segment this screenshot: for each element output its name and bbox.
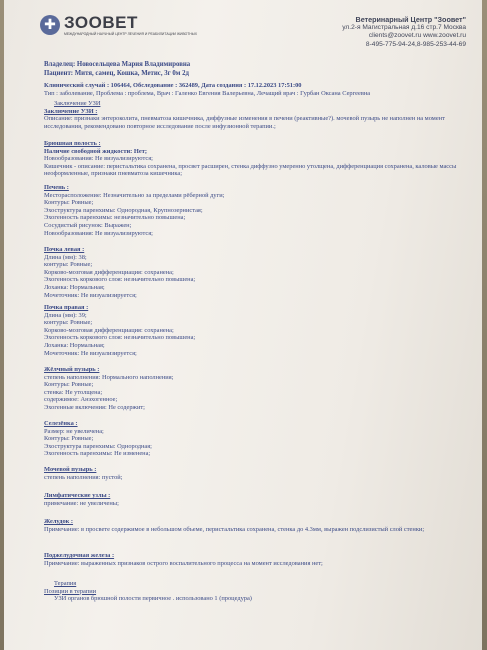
clinic-phones: 8-495-775-94-24,8-985-253-44-69 [365, 40, 466, 48]
patient-line: Пациент: Митя, самец, Кошка, Метис, 3г 0м 2д [44, 70, 189, 77]
cross-heart-icon: ✚ [40, 15, 60, 35]
spleen-line-3: Эхоструктура паренхимы: Однородная; [44, 442, 152, 450]
gallbladder-line-3: стенка: Не утолщена; [44, 388, 103, 396]
kidney-left-line-5: Лоханка: Нормальная; [44, 283, 105, 291]
liver-line-5: Сосудистый рисунок: Выражен; [44, 221, 132, 229]
abdomen-line-1: Наличие свободной жидкости: Нет; [44, 147, 147, 155]
case-line-2: Тип : заболевание, Проблема : проблема, Врач : Галенко Евгения Валерьевна, Лечащий врач : Гурбан Оксана Сергеевна [44, 89, 371, 97]
kidney-right-section [44, 304, 476, 357]
abdomen-line-3: Кишечник - описание: перистальтика сохранена, просвет расширен, стенка диффузно умеренно утолщена, дифференциация сохранена, каловые массы неоформленные, признаки пневматоза кишечника; [44, 162, 457, 178]
kidney-right-title: Почка правая : [44, 304, 89, 311]
kidney-left-line-2: контуры: Ровные; [44, 261, 93, 269]
abdomen-line-2: Новообразования: Не визуализируются; [44, 155, 153, 163]
liver-line-4: Эхогенность паренхимы: незначительно повышена; [44, 214, 186, 222]
logo-subtitle: МЕЖДУНАРОДНЫЙ НАУЧНЫЙ ЦЕНТР ЛЕЧЕНИЯ И РЕАБИЛИТАЦИИ ЖИВОТНЫХ [64, 32, 198, 36]
pancreas-title: Поджелудочная железа : [44, 552, 115, 559]
spleen-line-2: Контуры: Ровные; [44, 435, 94, 443]
clinic-logo [40, 14, 197, 36]
liver-title: Печень : [44, 184, 69, 191]
lymph-section [44, 492, 476, 507]
spleen-title: Селезёнка : [44, 420, 78, 427]
case-block [44, 82, 474, 97]
kidney-left-line-3: Корково-мозговая дифференциация: сохранена; [44, 268, 174, 276]
conclusion-text: Описание: признаки энтероколита, пневматоза кишечника, диффузные изменения в печени (реактивные?). мочевой пузырь не наполнен на момент исследования, рекомендовано повторное исследование после инфузионной терапии.; [44, 115, 445, 130]
lymph-line-1: примечание: не увеличены; [44, 499, 119, 507]
kidney-right-line-5: Лоханка: Нормальная; [44, 341, 105, 349]
kidney-right-line-3: Корково-мозговая дифференциация: сохранена; [44, 326, 174, 334]
clinic-name: Ветеринарный Центр "Зоовет" [355, 15, 466, 24]
liver-line-1: Месторасположение: Незначительно за пределами рёберной дуги; [44, 191, 225, 199]
conclusion-subtitle: Заключение УЗИ : [44, 107, 98, 115]
abdomen-title: Брюшная полость : [44, 140, 101, 147]
owner-block [44, 60, 190, 78]
stomach-title: Желудок : [44, 518, 74, 525]
kidney-left-title: Почка левая : [44, 246, 85, 253]
spleen-section [44, 420, 476, 458]
bladder-section [44, 466, 476, 481]
stomach-line-1: Примечание: в просвете содержимое в небольшом объеме, перистальтика сохранена, стенка до 4.3мм, выражен подслизистый слой стенки; [44, 525, 425, 533]
kidney-right-line-1: Длина (мм): 39; [44, 311, 87, 319]
kidney-right-line-2: контуры: Ровные; [44, 319, 93, 327]
liver-section [44, 184, 476, 237]
kidney-right-line-4: Эхогенность коркового слоя: незначительно повышена; [44, 334, 196, 342]
owner-line: Владелец: Новосельцева Мария Владимировна [44, 61, 191, 68]
clinic-email-site: clients@zoovet.ru www.zoovet.ru [368, 32, 466, 40]
liver-line-3: Эхоструктура паренхимы: Однородная, Крупнозернистая; [44, 206, 203, 214]
gallbladder-line-5: Эхогенные включения: Не содержит; [44, 403, 145, 411]
clinic-contacts [342, 16, 466, 49]
kidney-right-line-6: Мочеточник: Не визуализируется; [44, 349, 137, 357]
therapy-title: Терапия [54, 580, 77, 587]
therapy-line-1: УЗИ органов брюшной полости первичное . использовано 1 (процедура) [54, 595, 252, 603]
kidney-left-line-1: Длина (мм): 38; [44, 253, 87, 261]
kidney-left-line-6: Мочеточник: Не визуализируется; [44, 291, 137, 299]
stomach-section [44, 518, 476, 533]
gallbladder-title: Жёлчный пузырь : [44, 366, 100, 373]
gallbladder-section [44, 366, 476, 412]
spleen-line-1: Размер: не увеличена; [44, 427, 104, 435]
logo-name: ЗООВЕТ [64, 13, 138, 32]
gallbladder-line-1: степень наполнения: Нормального наполнения; [44, 373, 174, 381]
bladder-title: Мочевой пузырь : [44, 466, 97, 473]
lymph-title: Лимфатические узлы : [44, 492, 111, 499]
liver-line-6: Новообразования: Не визуализируются; [44, 229, 153, 237]
kidney-left-line-4: Эхогенность коркового слоя: незначительно повышена; [44, 276, 196, 284]
abdomen-section [44, 140, 476, 178]
spleen-line-4: Эхогенность паренхимы: Не изменена; [44, 450, 151, 458]
conclusion-section [44, 100, 476, 130]
gallbladder-line-4: содержимое: Анэхогенное; [44, 396, 118, 404]
pancreas-section [44, 552, 476, 567]
therapy-section [44, 580, 476, 603]
liver-line-2: Контуры: Ровные; [44, 199, 94, 207]
therapy-subtitle: Позиции в терапии [44, 587, 97, 595]
case-line-1: Клинический случай : 106464, Обследование : 362489, Дата создания : 17.12.2023 17:51:00 [44, 82, 302, 89]
bladder-line-1: степень наполнения: пустой; [44, 473, 123, 481]
pancreas-line-1: Примечание: выраженных признаков острого воспалительного процесса на момент исследования нет; [44, 559, 323, 567]
conclusion-title: Заключение УЗИ [54, 100, 101, 107]
gallbladder-line-2: Контуры: Ровные; [44, 381, 94, 389]
clinic-address: ул.2-я Магистральная д.16 стр.7 Москва [342, 24, 466, 32]
kidney-left-section [44, 246, 476, 299]
report-sheet [4, 0, 482, 650]
